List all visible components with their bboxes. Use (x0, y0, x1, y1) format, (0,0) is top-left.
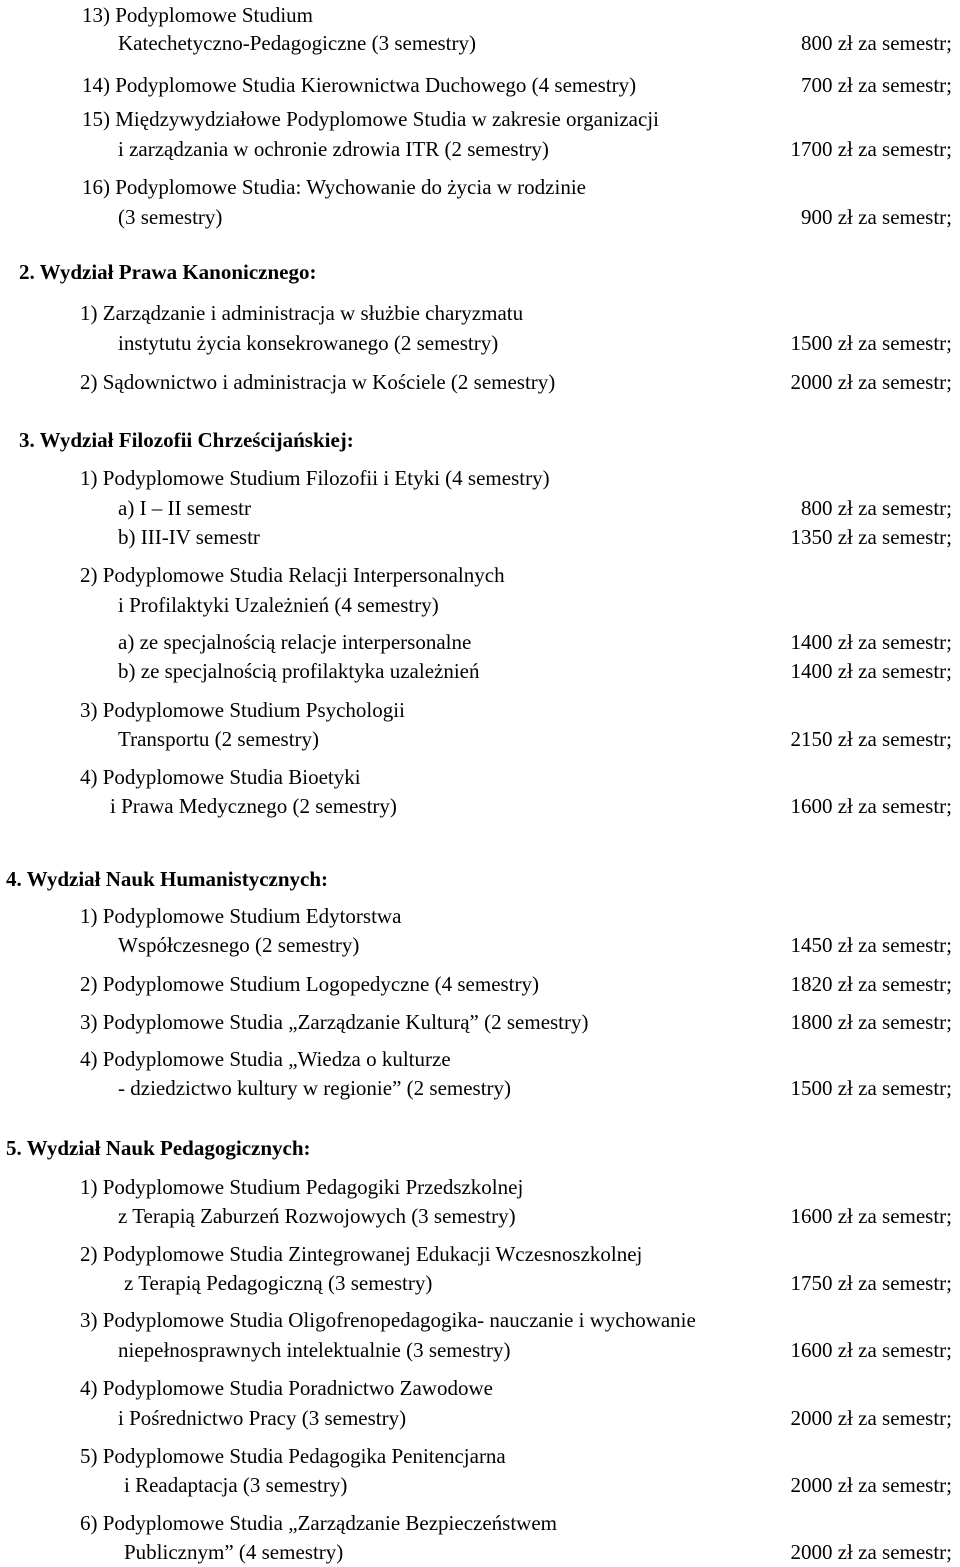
price: 700 zł za semestr; (800, 73, 952, 97)
price: 1350 zł za semestr; (790, 525, 952, 549)
section-heading: 2. Wydział Prawa Kanonicznego: (19, 260, 317, 284)
price: 2000 zł za semestr; (790, 1406, 952, 1430)
program-line: i Profilaktyki Uzależnień (4 semestry) (118, 593, 439, 617)
price: 1820 zł za semestr; (790, 972, 952, 996)
sub-item-label: a) I – II semestr (118, 496, 251, 520)
program-line: 16) Podyplomowe Studia: Wychowanie do życia w rodzinie (82, 175, 586, 199)
price: 2000 zł za semestr; (790, 370, 952, 394)
program-line: 1) Podyplomowe Studium Filozofii i Etyki (4 semestry) (80, 466, 550, 490)
program-line: i Prawa Medycznego (2 semestry) (110, 794, 397, 818)
program-line: Publicznym” (4 semestry) (124, 1540, 344, 1564)
price: 1400 zł za semestr; (790, 659, 952, 683)
section-heading: 4. Wydział Nauk Humanistycznych: (6, 867, 329, 891)
program-line: 4) Podyplomowe Studia Bioetyki (80, 765, 361, 789)
price: 1800 zł za semestr; (790, 1010, 952, 1034)
program-line: 1) Zarządzanie i administracja w służbie charyzmatu (80, 301, 524, 325)
program-line: 1) Podyplomowe Studium Edytorstwa (80, 904, 402, 928)
program-line: i Readaptacja (3 semestry) (124, 1473, 348, 1497)
price: 1450 zł za semestr; (790, 933, 952, 957)
program-line: i Pośrednictwo Pracy (3 semestry) (118, 1406, 407, 1430)
program-line: - dziedzictwo kultury w regionie” (2 semestry) (118, 1076, 512, 1100)
program-line: (3 semestry) (118, 205, 223, 229)
price: 1600 zł za semestr; (790, 794, 952, 818)
price: 1500 zł za semestr; (790, 1076, 952, 1100)
section-heading: 5. Wydział Nauk Pedagogicznych: (6, 1136, 311, 1160)
sub-item-label: b) III-IV semestr (118, 525, 260, 549)
program-line: 4) Podyplomowe Studia „Wiedza o kulturze (80, 1047, 451, 1071)
program-line: 2) Podyplomowe Studia Zintegrowanej Edukacji Wczesnoszkolnej (80, 1242, 643, 1266)
price: 800 zł za semestr; (800, 31, 952, 55)
price: 2000 zł za semestr; (790, 1473, 952, 1497)
program-line: Współczesnego (2 semestry) (118, 933, 360, 957)
price: 1600 zł za semestr; (790, 1338, 952, 1362)
program-line: 2) Podyplomowe Studium Logopedyczne (4 semestry) (80, 972, 540, 996)
program-line: 4) Podyplomowe Studia Poradnictwo Zawodowe (80, 1376, 493, 1400)
program-line: Transportu (2 semestry) (118, 727, 320, 751)
program-line: z Terapią Pedagogiczną (3 semestry) (124, 1271, 433, 1295)
program-line: Katechetyczno-Pedagogiczne (3 semestry) (118, 31, 477, 55)
program-line: 3) Podyplomowe Studia Oligofrenopedagogika- nauczanie i wychowanie (80, 1308, 696, 1332)
price: 1500 zł za semestr; (790, 331, 952, 355)
program-line: 1) Podyplomowe Studium Pedagogiki Przedszkolnej (80, 1175, 524, 1199)
price: 1700 zł za semestr; (790, 137, 952, 161)
program-line: 2) Sądownictwo i administracja w Kościele (2 semestry) (80, 370, 556, 394)
program-line: 3) Podyplomowe Studium Psychologii (80, 698, 405, 722)
price: 2000 zł za semestr; (790, 1540, 952, 1564)
price: 1750 zł za semestr; (790, 1271, 952, 1295)
program-line: instytutu życia konsekrowanego (2 semestry) (118, 331, 499, 355)
sub-item-label: b) ze specjalnością profilaktyka uzależnień (118, 659, 480, 683)
price: 800 zł za semestr; (800, 496, 952, 520)
program-line: 13) Podyplomowe Studium (82, 3, 314, 27)
sub-item-label: a) ze specjalnością relacje interpersonalne (118, 630, 472, 654)
price: 900 zł za semestr; (800, 205, 952, 229)
program-line: 2) Podyplomowe Studia Relacji Interpersonalnych (80, 563, 505, 587)
section-heading: 3. Wydział Filozofii Chrześcijańskiej: (19, 428, 354, 452)
program-line: z Terapią Zaburzeń Rozwojowych (3 semestry) (118, 1204, 516, 1228)
program-line: 14) Podyplomowe Studia Kierownictwa Duchowego (4 semestry) (82, 73, 637, 97)
price: 2150 zł za semestr; (790, 727, 952, 751)
program-line: 3) Podyplomowe Studia „Zarządzanie Kulturą” (2 semestry) (80, 1010, 589, 1034)
price: 1600 zł za semestr; (790, 1204, 952, 1228)
program-line: niepełnosprawnych intelektualnie (3 semestry) (118, 1338, 511, 1362)
program-line: i zarządzania w ochronie zdrowia ITR (2 semestry) (118, 137, 549, 161)
price: 1400 zł za semestr; (790, 630, 952, 654)
program-line: 15) Międzywydziałowe Podyplomowe Studia w zakresie organizacji (82, 107, 659, 131)
program-line: 6) Podyplomowe Studia „Zarządzanie Bezpieczeństwem (80, 1511, 557, 1535)
program-line: 5) Podyplomowe Studia Pedagogika Penitencjarna (80, 1444, 506, 1468)
